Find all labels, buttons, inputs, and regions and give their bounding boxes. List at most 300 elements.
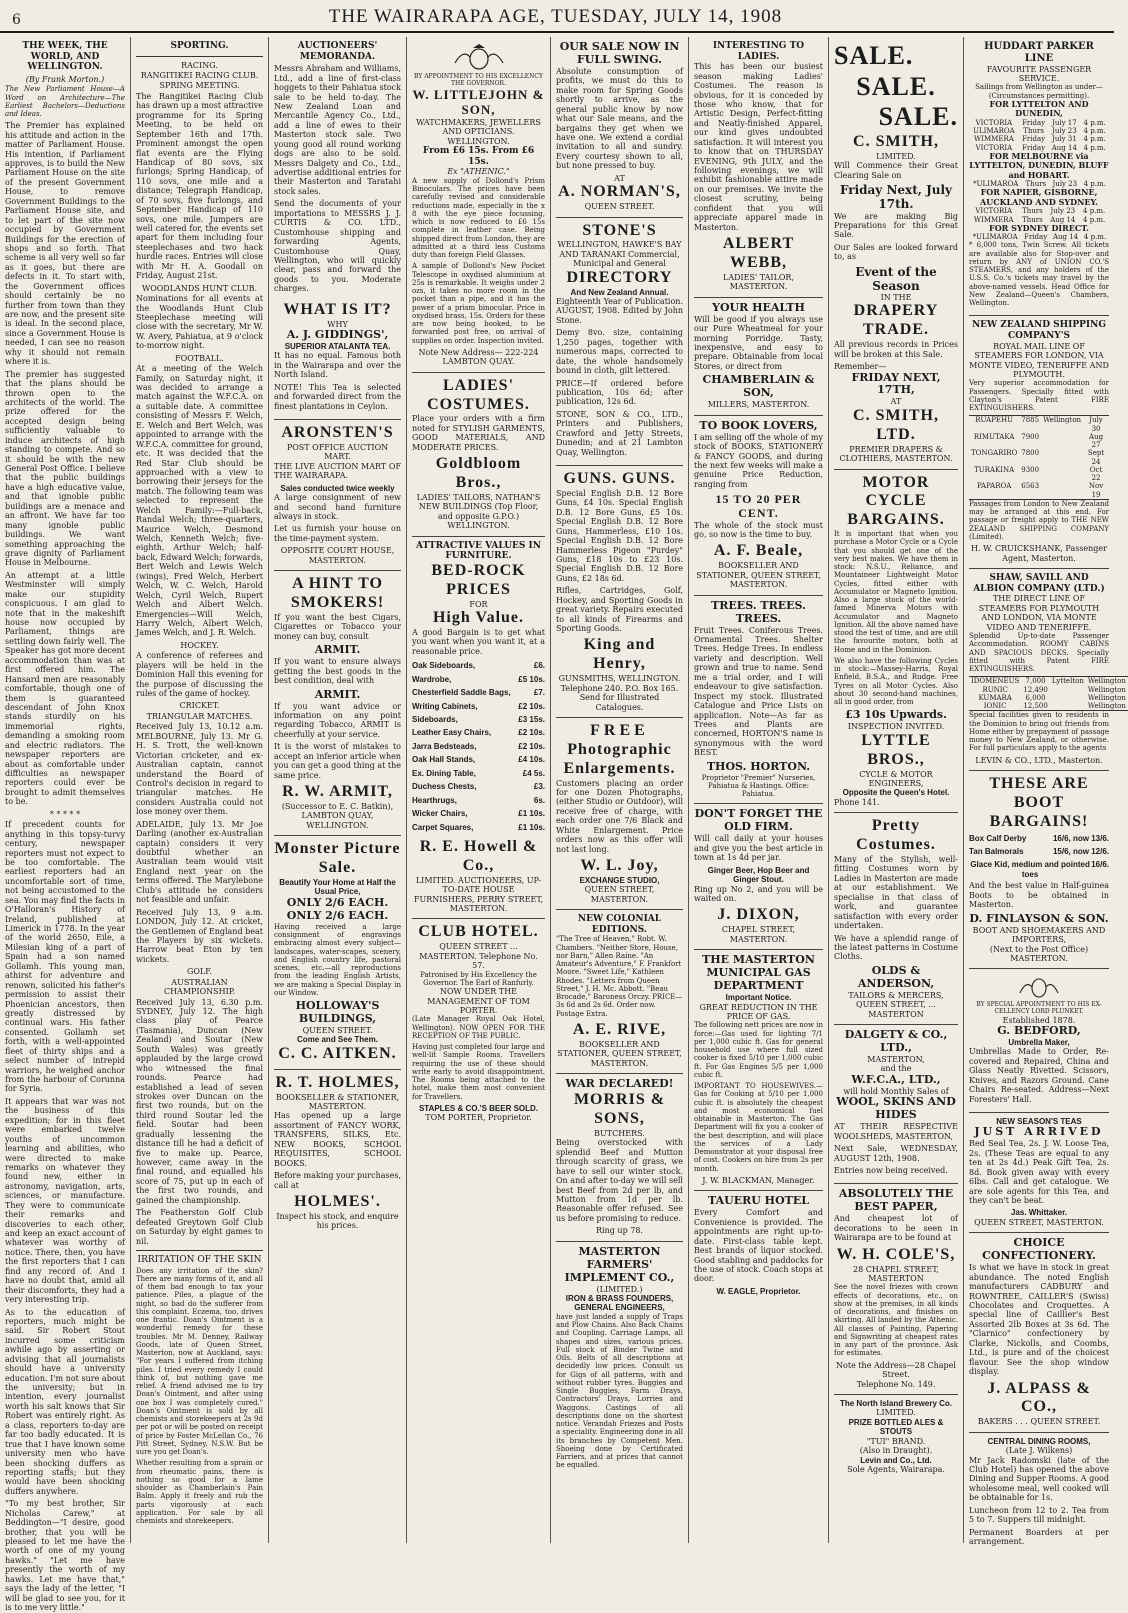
furniture-row — [412, 673, 545, 686]
ad-signature: J. W. BLACKMAN, Manager. — [702, 1175, 815, 1185]
ad-date: Friday Next, July 17th. — [839, 183, 953, 212]
furniture-row — [412, 713, 545, 726]
item-price: £2 10s. — [518, 741, 545, 751]
ad-shaw-savill — [969, 569, 1126, 771]
ad-subhead: BOOKSELLER & STATIONER, MASTERTON. — [275, 1092, 400, 1111]
ad-paragraph: We have a splendid range of the latest patterns in Costume Cloths. — [834, 933, 958, 962]
ad-paragraph: Every Comfort and Convenience is provided. The appointments are right up-to-date. First-class table kept. Best brands of liquor stocked. Good stabling and paddocks for the use of stock. Coach stops at door. — [694, 1208, 823, 1284]
table-row — [969, 694, 1128, 702]
ad-price: From £6 15s. From £6 15s. — [422, 146, 535, 167]
ad-price: 15 TO 20 PER CENT. — [715, 492, 802, 521]
table-cell: Nov 19 — [1088, 482, 1104, 499]
ad-text: will hold Monthly Sales of — [843, 1086, 949, 1096]
ad-name: W. LITTLEJOHN & SON, — [412, 87, 545, 118]
subhead: FOOTBALL. — [175, 353, 224, 363]
article-paragraph: At a meeting of the Welch Family, on Saturday night, it was decided to arrange a match against the W.F.C.A. on a suitable date. A committee consisting of Messrs F. Welch, E. Welch and Bert Welch, was appointed to arrange with the W.F.C.A. committee for ground, etc. It was decided that the Red Star Club should be approached with a view to borrowing their jerseys for the match. The following team was selected to represent the Welch Family:—Full-back, Randal Welch; three-quarters, Maurice Welch, Desmond Welch, Kenneth Welch; five-eighth, Arthur Welch; half-back, Edward Welch; forwards, Bert Welch and Lewis Welch (wings), Fred Welch, Herbert Welch, W. C. Welch, Harold Welch, Cyril Welch, Rupert Welch and Albert Welch. Emergencies—Will Welch, Harry Welch, Albert Welch, James Welch, and J. R. Welch. — [136, 364, 263, 638]
table-cell: *ULIMAROA — [973, 180, 1019, 189]
table-row — [969, 127, 1109, 135]
column-week-world — [0, 37, 131, 1613]
ad-paragraph: Customers placing an order for one Dozen Photographs, (either Studio or Outdoor), will receive free of charge, with each order one 7/6 Black and White Enlargement. Price orders now as this offer will not last long. — [556, 778, 683, 854]
furniture-row — [412, 794, 545, 807]
ad-name: D. FINLAYSON & SON. — [969, 911, 1109, 925]
table-cell: IONIC — [983, 702, 1007, 711]
ad-name: HOLLOWAY'S BUILDINGS, — [295, 999, 380, 1025]
ad-c-smith — [834, 37, 958, 470]
subhead: SPRING MEETING. — [159, 81, 240, 91]
ad-heading: WAR DECLARED! — [565, 1077, 674, 1091]
ad-name: W.F.C.A., LTD., — [851, 1072, 941, 1086]
ad-name: R. T. HOLMES, — [275, 1073, 400, 1091]
ad-subhead: CYCLE & MOTOR ENGINEERS, — [859, 769, 933, 788]
ad-address: PREMIER DRAPERS & CLOTHIERS, MASTERTON. — [839, 444, 953, 464]
ad-name: G. BEDFORD, — [997, 1023, 1081, 1037]
ad-paragraph: Before making your purchases, call at — [274, 1171, 401, 1190]
table-cell: ULIMAROA — [973, 127, 1015, 136]
ad-address: BOOKSELLER AND STATIONER, QUEEN STREET, MASTERTON. — [696, 561, 821, 590]
ad-paragraph: We also have the following Cycles in stock:—Massey-Harris, Royal Enfield, B.S.A., and Rudge. Free Tyres on all Motor Cycles. Also about 30 second-hand machines, all in good order, from — [834, 656, 958, 707]
table-cell: Friday — [1022, 143, 1046, 152]
ad-morris — [556, 1074, 683, 1242]
subhead: GOLF. — [186, 967, 213, 977]
ad-heading: DRAPERY TRADE. — [853, 302, 939, 339]
ad-paragraph: Eighteenth Year of Publication. AUGUST, 1908. Edited by John Stone. — [556, 297, 683, 325]
ad-subhead: IRON & BRASS FOUNDERS, — [565, 1294, 674, 1304]
ad-signature: LEVIN & CO., LTD., Masterton. — [975, 755, 1103, 765]
ad-paragraph: See the novel friezes with crown effects of decorations, etc., on show at the premises, in all kinds of decorations, and finishes on skirting. All landed by the Athenic. All classes of Painting, Papering and Signwriting at cheapest rates in any part of the province. Ask for estimates. — [834, 1283, 958, 1358]
ad-paragraph: It is the worst of mistakes to accept an inferior article when you can get a good thing at the same price. — [274, 742, 401, 780]
table-row — [969, 207, 1109, 215]
item-name: Wardrobe, — [412, 674, 452, 684]
ad-heading: ATTRACTIVE VALUES IN FURNITURE. — [416, 540, 541, 562]
table-cell: PAPAROA — [976, 482, 1012, 491]
ad-price: £3 10s Upwards. — [845, 708, 947, 722]
table-row — [969, 702, 1128, 711]
ad-paragraph: "The Tree of Heaven," Robt. W. Chambers. "Neither Store, House, nor Barn," Allen Raine. "An Amateur's Adventure," F. Frankfort Moore. "Sweet Life," Kathleen Rhodes. "Letters from Queen Street," J. H. Mc. Abbott. "Beau Brocade," Baroness Orczy. PRICE—3s 6d and 2s 6d. Order now. Postage Extra. — [556, 935, 683, 1018]
ad-paragraph: Having just completed four large and well-lit Sample Rooms, Travellers requiring the use of these should write early to avoid disappointment. The Rooms being attached to the hotel, make them most convenient for Travellers. — [412, 1043, 545, 1101]
ad-paragraph: Let us furnish your house on the time-payment system. — [274, 524, 401, 543]
table-cell: Thurs — [1023, 127, 1044, 136]
table-cell: WIMMERA — [974, 135, 1014, 144]
ad-name: Goldbloom Bros., — [435, 455, 522, 492]
ad-heading: A HINT TO SMOKERS! — [290, 575, 385, 612]
sailing-table — [969, 119, 1109, 152]
ad-paragraph: NOTE! This Tea is selected and forwarded direct from the finest plantations in Ceylon. — [274, 382, 401, 411]
table-cell: RIMUTAKA — [973, 432, 1015, 441]
article-paragraph: ADELAIDE, July 13. Mr Joe Darling (another ex-Australian captain) considers it very doubtful whether an Australian team would visit England next year on the terms offered. The Marylebone Club's attitude he considers not feasible and unfair. — [136, 819, 263, 905]
table-cell — [1041, 482, 1083, 499]
ad-paragraph: And cheapest lot of decorations to be seen in Wairarapa are to be found at — [834, 1214, 958, 1243]
furniture-row — [412, 753, 545, 766]
item-name: Carpet Squares, — [412, 822, 474, 832]
item-price: 16/6. — [1091, 860, 1109, 870]
ad-text: "TUI" BRAND. — [866, 1436, 926, 1446]
ad-name: ALBERT WEBB, — [722, 235, 795, 271]
ad-paragraph: Rifles, Cartridges, Golf, Hockey, and Sporting Goods in great variety. Repairs executed to all kinds of Firearms and Sporting Goods. — [556, 586, 683, 633]
table-cell: 6,000 — [1025, 693, 1046, 702]
ad-chamberlain — [694, 298, 823, 416]
ad-name: STONE'S — [582, 221, 657, 239]
ad-address: OPPOSITE COURT HOUSE, MASTERTON. — [280, 546, 395, 565]
table-cell: 12,490 — [1023, 685, 1048, 694]
ad-paragraph: Umbrellas Made to Order, Re-covered and Repaired, China and Glass Neatly Rivetted. Scissors, Knives, and Razors Ground. Cane Chairs Re-seated. Address—Next Foresters' Hall. — [969, 1047, 1109, 1104]
ad-text: Note the Address—28 Chapel Street. — [836, 1360, 956, 1380]
royal-arms-icon — [449, 43, 509, 71]
ad-name: CLUB HOTEL. — [418, 923, 539, 941]
ad-dixon — [694, 804, 823, 950]
ad-paragraph: We are making Big Preparations for this Great Sale. — [834, 211, 958, 240]
ad-stones-directory — [556, 218, 683, 467]
ad-heading: WHAT IS IT? — [283, 300, 392, 318]
column-interesting-ladies — [689, 37, 829, 1543]
subhead: RANGITIKEI RACING CLUB. — [140, 71, 259, 81]
ad-heading: FREE — [590, 721, 649, 739]
ad-heading: THESE ARE BOOT BARGAINS! — [989, 774, 1089, 830]
ad-heading: OUR SALE NOW IN FULL SWING. — [559, 40, 680, 66]
ad-address: BAKERS . . . QUEEN STREET. — [977, 1417, 1101, 1427]
ad-heading: JUST ARRIVED — [974, 1125, 1104, 1139]
table-cell: July 23 — [1052, 127, 1077, 136]
table-cell: *ULIMAROA — [972, 233, 1018, 242]
subhead: WOODLANDS HUNT CLUB. — [141, 283, 258, 293]
ad-paragraph: PRICE—If ordered before publication, 10s 6d; after publication, 12s 6d. — [556, 378, 683, 407]
column-littlejohn — [407, 37, 551, 1543]
ad-text: AT — [614, 173, 625, 183]
ad-name: OLDS & ANDERSON, — [857, 963, 935, 990]
item-price: £4 10s. — [518, 755, 545, 765]
table-cell: 12,500 — [1023, 702, 1048, 711]
ad-address: Opposite the Queen's Hotel. — [842, 788, 950, 798]
ad-paragraph: Special English D.B. 12 Bore Guns, £4 10s. Special English D.B. 12 Bore Guns, £5 10s. Special English D.B. 12 Bore Guns, Hammerless, £10 10s. Special English D.B. 12 Bore Hammerless Pigeon "Purdey" Guns, £18 10s to £23 10s. Special English D.B. 12 Bore Guns, £2 18s 6d. — [556, 488, 683, 583]
ad-text: Inspect his stock, and enquire his prices. — [276, 1211, 399, 1231]
ad-paragraph: Ring up No 2, and you will be waited on. — [694, 884, 823, 903]
ad-paragraph: Is what we have in stock in great abundance. The noted English manufacturers CADBURY and ROWNTREE, CAILLER'S (Swiss) Chocolates and Croquettes. A special line of Caillier's Best Assorted 2lb Boxes at 3s 6d. The "Clarnico" confectionery by Clarke, Nickolls, and Coombs, Ltd., is pure and of the choicest flavour. See the shop window display. — [969, 1263, 1109, 1377]
ad-heading: DIRECTORY — [566, 268, 673, 286]
ad-paragraph: It has no equal. Famous both in the Wairarapa and over the North Island. — [274, 351, 401, 380]
ad-paragraph: All previous records in Prices will be broken at this Sale. — [834, 340, 958, 359]
subhead: RACING. — [181, 60, 218, 70]
ad-heading: Pretty Costumes. — [856, 817, 936, 854]
table-cell: 4 p.m. — [1083, 118, 1106, 127]
ad-address: LIMITED. AUCTIONEERS, UP-TO-DATE HOUSE FURNISHERS, PERRY STREET, MASTERTON. — [413, 875, 544, 913]
ad-paragraph: Mr Jack Radomski (late of the Club Hotel) has opened the above Dining and Supper Rooms. A good wholesome meal, well cooked will be obtainable for 1s. — [969, 1455, 1109, 1503]
ad-alpass — [969, 1233, 1109, 1432]
ad-heading: GUNS. GUNS. — [563, 470, 676, 487]
table-cell: 6563 — [1021, 482, 1040, 491]
furniture-row — [412, 807, 545, 820]
table-cell: RUAPEHU — [975, 416, 1014, 425]
ad-heading: SALE. — [834, 41, 914, 70]
article-paragraph: Received July 13, 9 a.m. LONDON, July 12. At cricket, the Gentlemen of England beat the Players by six wickets. Harrow beat Eton by ten wickets. — [136, 907, 263, 964]
article-paragraph: Send the documents of your importations to MESSRS J. J. CURTIS & CO. LTD., Customhouse shipping and forwarding Agents, Customhouse Quay, Wellington, who will quickly clear, pass and forward the goods to you. Moderate charges. — [274, 199, 401, 294]
furniture-row — [412, 780, 545, 793]
ad-heading: Photographic Enlargements. — [563, 740, 676, 777]
item-price: 6s. — [533, 795, 545, 805]
ad-signature: H. W. CRUICKSHANK, Passenger Agent, Masterton. — [971, 544, 1107, 563]
ad-heading: SALE. — [856, 71, 936, 101]
ad-address: QUEEN STREET. — [302, 1025, 373, 1035]
item-name: Oak Hall Stands, — [412, 755, 476, 765]
table-cell: RUNIC — [982, 685, 1008, 694]
article-paragraph: An attempt at a little Westminster will simply make our stupidity conspicuous. I am glad to note that in the makeshift house now occupied by Parliament, things are settling down fairly well. The Speaker has got more decent accommodation than was at first offered him. The Hansard men are reasonably comfortable, though one of them is guaranteed descendant of John Knox stands sturdily on his immemorial rights, demanding a smoking room and electric radiators. The newspaper reporters are about as comfortable under difficulties as newspaper reporters could ever be brought to admit themselves to be. — [5, 570, 125, 807]
furniture-price-list — [412, 659, 545, 834]
table-cell: Thurs — [1022, 215, 1043, 224]
item-price: £1 10s. — [518, 822, 545, 832]
column-shipping — [964, 37, 1126, 1547]
table-cell: TURAKINA — [974, 465, 1015, 474]
ad-paragraph: If you want the best Cigars, Cigarettes or Tobacco your money can buy, consult — [274, 612, 401, 641]
ad-name: King and Henry, — [583, 636, 656, 673]
ad-horton — [694, 596, 823, 805]
ad-king-henry — [556, 466, 683, 718]
ad-paragraph: * 6,000 tons, Twin Screw. All tickets are available also for Stop-over and return by ANY of UNION CO.'S STEAMERS, and any holders of the U.S.S. Co.'s tickets may travel by the above-named vessels. Head Office for New Zealand—Queen's Chambers, Wellington. — [969, 241, 1109, 308]
ad-name: A. J. GIDDINGS', — [286, 328, 389, 342]
warrant-text: BY APPOINTMENT TO HIS EXCELLENCY THE GOVERNOR. — [414, 73, 543, 88]
article-paragraph: The Rangitikei Racing Club has drawn up a most attractive programme for its Spring Meeting, to be held on September 16th and 17th. Prominent amongst the open flat events are the Flying Handicap of 80 sovs, six furlongs; Spring Handicap, of 110 sovs, one mile and a distance; Telegraph Handicap, of 70 sovs, five furlongs, and September Handicap of 110 sovs, one mile. Jumpers are well catered for, the events set apart for them including four steeplechases and two hack hurdle races. Entries will close with Mr H. A. Goodall on Friday, August 21st. — [136, 91, 263, 281]
table-row — [969, 686, 1128, 694]
ad-paragraph: Passages from London to New Zealand may be arranged at this end. For passage or freight apply to THE NEW ZEALAND SHIPPING COMPANY (Limited). — [969, 499, 1109, 541]
ad-text: WHY — [327, 319, 348, 329]
ad-name: CHAMBERLAIN & SON, — [702, 373, 815, 400]
furniture-row — [412, 740, 545, 753]
ad-subhead: Beautify Your Home at Half the Usual Price, — [279, 877, 396, 897]
ad-text: (Also in Draught). — [859, 1446, 933, 1456]
ad-paragraph: Fruit Trees. Coniferous Trees. Ornamental Trees. Shelter Trees. Hedge Trees. In endless variety and description. Well grown and true to name. Send me a trial order, and I will endeavour to give satisfaction. Inspect my stock. Illustrated Catalogue and Price Lists on application. Note—As far as Trees and Plants are concerned, HORTON'S name is synonymous with the word BEST. — [694, 625, 823, 758]
ad-holmes — [274, 1070, 401, 1236]
route-heading: FOR MELBOURNE via LYTTELTON, DUNEDIN, BLUFF and HOBART. — [969, 150, 1109, 180]
item-price: 16/6, now 13/6. — [1052, 833, 1109, 843]
table-cell: 7900 — [1021, 432, 1040, 441]
ad-goldbloom — [412, 373, 545, 537]
ad-name: C. SMITH, LTD. — [853, 406, 939, 443]
item-price: £7. — [533, 688, 545, 698]
ad-lyttle-bros — [834, 470, 958, 814]
ad-paragraph: A sample of Dollond's New Pocket Telescope in oxydised aluminium at 25s is remarkable. It weighs under 2 ozs, it takes no more room in the pocket than a pipe, and it has the power of a prism binocular. Price in oxydised brass, 15s. Orders for these are now being booked, to be forwarded post free, on arrival of supplies on order. Inspection invited. — [412, 262, 545, 345]
table-row — [969, 233, 1109, 241]
table-cell: July 17 — [1052, 118, 1077, 127]
ad-rive — [556, 910, 683, 1074]
table-cell: 7,000 — [1025, 677, 1046, 686]
subhead: TRIANGULAR MATCHES. — [146, 711, 253, 721]
ad-address: GUNSMITHS, WELLINGTON. Telephone 240. P.O. Box 165. Send for Illustrated Catalogues. — [558, 674, 681, 712]
ad-subhead: POST OFFICE AUCTION MART. — [286, 442, 389, 462]
subhead: CRICKET. — [179, 701, 220, 711]
ad-text: IN THE — [880, 293, 912, 303]
boot-row — [969, 832, 1109, 845]
boot-row — [969, 845, 1109, 858]
article-paragraph: Messrs Abraham and Williams, Ltd., add a line of first-class hoggets to their Pahiatua stock sale to be held to-day. The New Zealand Loan and Mercantile Agency Co., Ltd., add a line of ewes to their Masterton stock sale. Two young good all round working dogs are also to be sold. Messrs Dalgety and Co., Ltd., advertise additional entries for their Masterton and Taratahi stock sales. — [274, 64, 401, 196]
ad-paragraph: A new supply of Dollond's Prism Binoculars. The prices have been carefully revised and considerable reductions made, especially in the x 8 with the eye piece focussing, which is now reduced to £6 15s complete in leather case. Being shipped direct from London, they are admitted at a third less Customs duty than foreign Field Glasses. — [412, 176, 545, 260]
table-cell: Aug 14 — [1051, 143, 1077, 152]
ad-heading: TREES. TREES. TREES. — [711, 598, 806, 625]
ad-paragraph: Next Sale, WEDNESDAY, AUGUST 12th, 1908. — [834, 1144, 958, 1163]
ad-heading: BED-ROCK PRICES — [431, 561, 526, 598]
table-cell: VICTORIA — [975, 118, 1013, 127]
ad-name: A. NORMAN'S, — [558, 183, 681, 201]
ad-club-hotel — [412, 919, 545, 1127]
article-title: THE WEEK, THE WORLD, AND WELLINGTON. — [22, 41, 108, 73]
item-name: Sideboards, — [412, 715, 458, 724]
ad-address: QUEEN STREET ... MASTERTON. Telephone No. 57. — [419, 942, 538, 971]
ad-date: FRIDAY NEXT, 17TH, — [851, 370, 941, 397]
item-price: £2 10s. — [518, 701, 545, 711]
table-cell: Oct 22 — [1089, 465, 1103, 483]
ad-name: LYTTLE BROS., — [861, 731, 931, 768]
ad-address: QUEEN STREET. — [584, 202, 655, 212]
column-norman — [551, 37, 689, 1543]
ad-address: CHAPEL STREET, MASTERTON. — [721, 925, 796, 944]
table-cell: TONGARIRO — [971, 449, 1018, 458]
column-smith-sale — [829, 37, 964, 1543]
ad-heading: MOTOR CYCLE BARGAINS. — [847, 473, 945, 529]
ad-name: A. E. RIVE, — [572, 1020, 667, 1038]
ad-address: LADIES' TAILORS, NATHAN'S NEW BUILDINGS (Top Floor, and opposite G.P.O.) WELLINGTON. — [416, 492, 541, 531]
item-price: £6. — [533, 661, 545, 671]
table-cell: 7885 — [1021, 416, 1040, 425]
ad-name: ARMIT. — [314, 687, 361, 701]
ad-paragraph: It is important that when you purchase a Motor Cycle or a Cycle that you should get one of the very best makes. We have them in stock: N.S.U., Reliance, and Mountaineer Lightweight Motor Cycles, fitted either with Accumulator or Magneto Ignition. Also a large stock of the world-famed Minerva Motors with Accumulator and Magneto Ignition. All the above named have stood the test of time, and are still the favourite motors, both at Home and in the Dominion. — [834, 530, 958, 654]
ad-subhead: WATCHMAKERS, JEWELLERS AND OPTICIANS. — [416, 117, 541, 137]
table-cell — [1041, 449, 1083, 466]
ad-heading: DON'T FORGET THE OLD FIRM. — [694, 807, 823, 834]
ad-phone: Telephone No. 149. — [856, 1379, 936, 1389]
ad-subhead: STAPLES & CO.'S BEER SOLD. — [418, 1103, 539, 1113]
ad-name: ARMIT. — [314, 643, 361, 657]
table-cell: 4 p.m. — [1083, 233, 1107, 242]
ad-address: Proprietor "Premier" Nurseries, Pahiatua & Hastings. Office: Pahiatua. — [701, 773, 816, 799]
ad-text: Ex "ATHENIC." — [447, 167, 510, 177]
ad-huddart-parker — [969, 37, 1109, 316]
ad-address: LADIES' TAILOR, MASTERTON. — [723, 272, 794, 292]
ad-dalgety — [834, 1025, 958, 1184]
table-cell: 4 p.m. — [1083, 207, 1106, 216]
table-cell: Wellington — [1043, 416, 1082, 425]
ad-name: HUDDART PARKER LINE — [984, 41, 1094, 64]
table-cell: Friday — [1022, 135, 1046, 144]
ad-paragraph: I am selling off the whole of my stock of BOOKS, STATIONERY & FANCY GOODS, and during the next few weeks will make a genuine Price Reduction, ranging from — [694, 432, 823, 489]
ad-heading: INTERESTING TO LADIES. — [712, 41, 805, 62]
furniture-row — [412, 700, 545, 713]
ad-paragraph: Being overstocked with splendid Beef and Mutton through scarcity of grass, we have to sell our winter stock. On and after to-day we will sell best Beef from 2d per lb, and Mutton from 1d per lb. Reasonable offer refused. See us before promising to reduce. — [556, 1138, 683, 1223]
ad-address: QUEEN STREET, ... MASTERTON — [856, 1000, 936, 1019]
ad-subhead: BOOT AND SHOEMAKERS AND IMPORTERS, — [972, 925, 1106, 945]
ad-heading: ABSOLUTELY THE BEST PAPER, — [838, 1187, 954, 1214]
sailing-table — [969, 233, 1109, 241]
item-name: Duchess Chests, — [412, 782, 477, 792]
table-row — [969, 416, 1109, 433]
ad-aronsten — [274, 420, 401, 571]
table-cell: July 23 — [1050, 207, 1076, 216]
table-cell: Thurs — [1025, 180, 1047, 189]
ad-heading: TO BOOK LOVERS, — [699, 418, 818, 432]
ad-paragraph: Our Sales are looked forward to, as — [834, 242, 958, 262]
ad-text: INSPECTION INVITED. — [847, 722, 945, 732]
ad-paragraph: STONE, SON & CO., LTD., Printers and Publishers, Crawford and Jetty Streets, Dunedin; and at 21 Lambton Quay, Wellington. — [556, 409, 683, 457]
furniture-row — [412, 686, 545, 699]
table-row — [969, 466, 1109, 483]
table-cell — [1050, 694, 1086, 702]
table-cell: Wellington — [1087, 677, 1126, 686]
page-number: 6 — [12, 12, 21, 28]
ad-address: QUEEN STREET, MASTERTON. — [974, 1217, 1104, 1227]
article-paragraph: As to the education of reporters, much might be said. Sir Robert Stout incurred some criticism awhile ago by asserting or advising that all journalists should have a university education. I'm not sure about the university; but in intention, every journalist worth his salt knows that Sir Robert was entirely right. As a class, reporters to-day are far too badly educated. It is true that I have known some university men who have been shocking duffers as reporting staffs; but they would have been shocking duffers anywhere. — [5, 1307, 125, 1496]
ad-paragraph: IMPORTANT TO HOUSEWIVES.—Gas for Cooking at 5/10 per 1,000 cubic ft. is absolutely the cheapest and most economical fuel obtainable in Masterton. The Gas Department will fix you a cooker of the best description, and will place the services of a Lady Demonstrator at your disposal free of cost. Cookers on hire from 2s per month. — [694, 1082, 823, 1173]
ad-text: Sailings from Wellington as under— (Circumstances permitting). — [975, 83, 1103, 100]
ad-name: C. SMITH, — [853, 133, 939, 151]
item-name: Leather Easy Chairs, — [412, 728, 492, 738]
table-cell: Lyttelton — [1051, 677, 1084, 686]
item-price: £2 10s. — [518, 728, 545, 738]
ad-subhead: Ginger Beer, Hop Beer and Ginger Stout. — [707, 865, 810, 885]
ad-paragraph: AT THEIR RESPECTIVE WOOLSHEDS, MASTERTON, — [834, 1122, 958, 1141]
ad-heading: NEW COLONIAL EDITIONS. — [577, 914, 662, 935]
ad-name: HOLMES'. — [294, 1192, 381, 1210]
ad-paragraph: Very superior accommodation for Passengers. Specially fitted with Clayton's Patent FIRE EXTINGUISHERS. — [969, 379, 1109, 413]
ad-paragraph: Permanent Boarders at per arrangement. — [969, 1527, 1109, 1547]
article-paragraph: Nominations for all events at the Woodlands Hunt Club Steeplechase meeting will close with the secretary, Mr W. W. Avery, Pahiatua, at 9 o'clock to-morrow night. — [136, 294, 263, 351]
ad-gas-department — [694, 950, 823, 1191]
ad-name: W. H. COLE'S, — [836, 1245, 956, 1263]
ad-paragraph: Red Seal Tea, 2s. J. W. Loose Tea, 2s. (These Teas are equal to any ten at 2s 4d.) Peak Gift Tea, 2s. 8d. Book given away with every 6lbs. Call and get catalogue. We are sole agents for this Tea, and they can't be beat. — [969, 1139, 1109, 1206]
table-row — [969, 677, 1128, 686]
ad-subhead: (Late J. Wilkens) — [1005, 1446, 1073, 1456]
ad-howell — [412, 537, 545, 920]
ad-heading: IRRITATION OF THE SKIN — [137, 1254, 262, 1265]
ad-heading: YOUR HEALTH — [712, 300, 805, 314]
ad-paragraph: have just landed a supply of Traps and Plow Chains. Also Back Chains and Coupling. Carriage Lamps, all shapes and sizes, various prices. Full stock of Binder Twine and Oils. Belts of all descriptions at decidedly low prices. Consult us for Gigs of all patterns, with and without rubber tyres. Buggies and Single Buggies, Farm Drays, Contractors' Drays, Lorries and Waggons. Castings of all descriptions done on the shortest notice. Verandah Friezes and Posts a speciality. Engineering done in all its branches by Competent Men. Shoeing done by Certificated Farriers, and at prices that cannot be equalled. — [556, 1312, 683, 1470]
ad-subhead: TAILORS & MERCERS, — [848, 990, 944, 1000]
ad-name: J. DIXON, — [717, 906, 800, 924]
item-price: £4 5s. — [522, 768, 545, 778]
ad-text: Sole Agents, Wairarapa. — [847, 1465, 945, 1475]
table-cell: Wellington — [1087, 685, 1126, 694]
boot-row — [969, 858, 1109, 881]
ad-paragraph: Does any irritation of the skin? There are many forms of it, and all of them bad enough to tax your patience. Piles, a plague of the night, so bad do the sufferer from this complaint. Eczema, too, drives one frantic. Doan's Ointment is a wonderful remedy for these troubles. Mr M. Denney, Railway Goods, late of Queen Street, Masterton, now at Auckland, says: "For years I suffered from itching piles. I tried every remedy I could think of, but nothing gave me relief. A friend advised me to try Doan's Ointment, and after using one box I was completely cured." Doan's Ointment is sold by all chemists and storekeepers at 2s 9d per pot or will be posted on receipt of price by Foster McLellan Co., 76 Pitt Street, Sydney, N.S.W. But be sure you get Doan's. — [136, 1266, 263, 1457]
column-sporting — [131, 37, 269, 1543]
ad-heading: Monster Picture Sale. — [274, 840, 401, 877]
table-cell: Sept 24 — [1087, 449, 1105, 466]
ad-paragraph: Many of the Stylish, well-fitting Costumes worn by Ladies in Masterton are made at our establishment. We specialise in that class of work, and guarantee satisfaction with every order undertaken. — [834, 855, 958, 931]
ad-paragraph: Splendid Up-to-date Passenger Accommodation. ROOMY CABINS AND SPACIOUS DECKS. Specially fitted with Patent FIRE EXTINGUISHERS. — [969, 632, 1109, 674]
table-cell: VICTORIA — [975, 207, 1013, 216]
ad-text: FOR — [469, 599, 488, 609]
ad-text: Patronised by His Excellency the Governor. The Earl of Ranfurly. — [420, 970, 537, 987]
ad-address: WELLINGTON. — [447, 136, 510, 146]
ad-name: R. E. Howell & Co., — [419, 837, 538, 874]
ad-name: ARONSTEN'S — [281, 424, 394, 442]
table-cell: 4 p.m. — [1083, 135, 1106, 144]
coat-of-arms-icon — [1016, 975, 1062, 999]
ad-subhead: THE DIRECT LINE OF STEAMERS FOR PLYMOUTH AND LONDON, VIA MONTE VIDEO AND TENERIFFE. — [978, 594, 1100, 632]
table-row — [969, 449, 1109, 466]
article-paragraph: The Premier has explained his attitude and action in the matter of Parliament House. His intention, if Parliament approves, is to build the New Parliament House on the site of the present Government House, to remove Government Buildings to the Parliament House site, and to let part of the site now occupied by Government Buildings for the erection of shops and so forth. That scheme is all very well so far as it goes, but there are defects in it. To start with, the Government offices should certainly be no further from town than they are now, and the present site is ideal. In the second place, since a Government House is needed, I can see no reason why it should not remain where it is. — [5, 121, 125, 367]
sailing-table — [969, 415, 1109, 500]
ad-bedford — [969, 969, 1109, 1113]
item-name: Oak Sideboards, — [412, 661, 476, 671]
table-cell — [1050, 686, 1086, 694]
ad-heading: THE MASTERTON MUNICIPAL GAS DEPARTMENT — [702, 953, 815, 993]
article-paragraph: Received July 13, 6.30 p.m. SYDNEY, July 12. The high class play of Pearce (Tasmania), Duncan (New Zealand) and Soutar (New South Wales) was greatly applauded by the large crowd who witnessed the final rounds. Pearce had established a lead of seven strokes over Duncan on the first two rounds, but on the third round Soutar led the field. Soutar had been gradually lessening the distance till he had a deficit of five to make up. Pearce, however, came away in the final round, and equalled his score of 75, put up in each of the first two rounds, and gained the championship. — [136, 997, 263, 1205]
ad-subhead: ROYAL MAIL LINE OF STEAMERS FOR LONDON, VIA MONTE VIDEO, TENERIFFE AND PLYMOUTH. — [969, 341, 1109, 379]
ad-name: THOS. HORTON. — [706, 759, 811, 773]
ad-paragraph: Will Commence their Great Clearing Sale on — [834, 161, 958, 180]
ad-heading: LADIES' COSTUMES. — [427, 376, 530, 413]
subhead: HOCKEY. — [180, 640, 219, 650]
ad-whittaker — [969, 1113, 1109, 1233]
table-cell: 4 p.m. — [1083, 180, 1106, 189]
article-paragraph: The premier has suggested that the plans should be thrown open to the architects of the world. The prize offered for the accepted design being sufficiently valuable to induce architects of high standing to compete. And so it should be with the new General Post Office. I believe that the public buildings have a high educative value, and that ignoble public buildings are a menace and an affront. We have far too many ignoble public buildings. We want something approaching the grave dignity of Parliament House in Melbourne. — [5, 369, 125, 568]
item-name: Wicker Chairs, — [412, 809, 468, 819]
ad-paragraph: Will call daily at your houses and give you the best article in town at 1s 4d per jar. — [694, 834, 823, 863]
